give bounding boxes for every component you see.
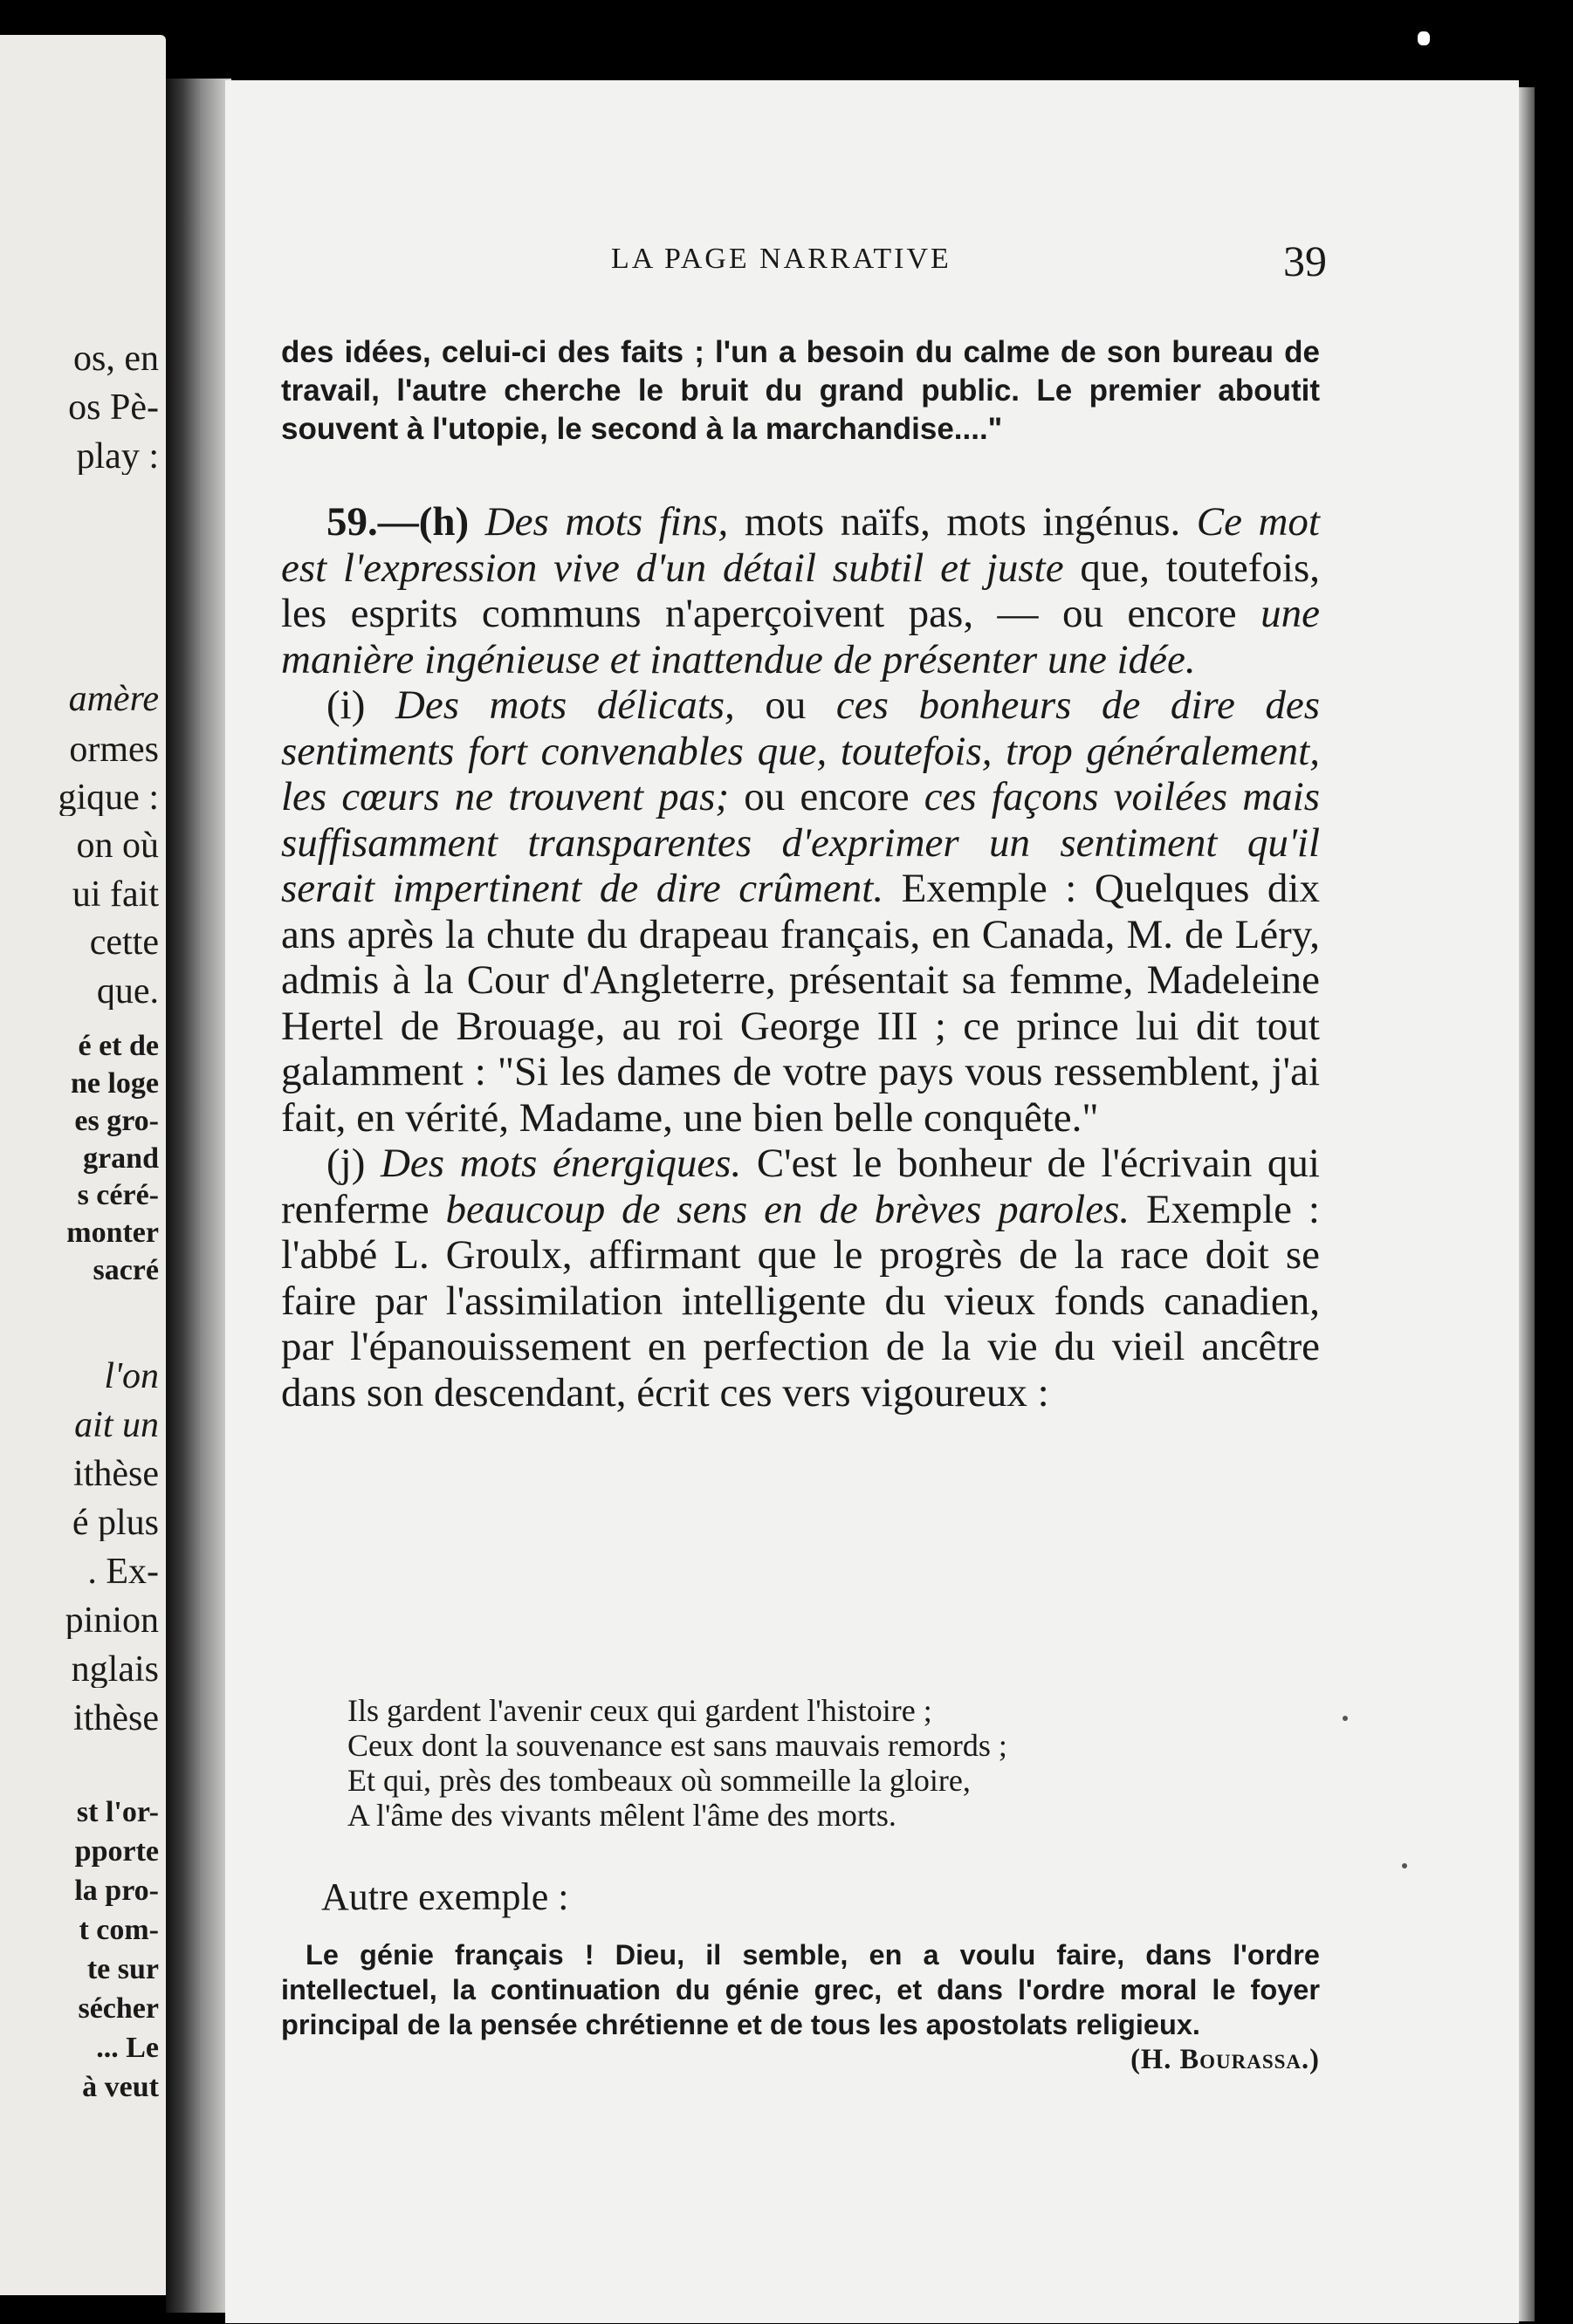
running-title: LA PAGE NARRATIVE xyxy=(611,243,951,275)
left-page-line: on où xyxy=(76,827,159,864)
left-page-line: cette xyxy=(89,924,159,961)
left-page-line: ait un xyxy=(74,1407,159,1443)
left-page-line: é plus xyxy=(72,1505,159,1541)
book-gutter xyxy=(166,79,231,2313)
left-page-line: pinion xyxy=(65,1602,159,1639)
left-page-line: monter xyxy=(66,1218,159,1248)
quotation-text xyxy=(281,1937,1320,2075)
left-page-line: os, en xyxy=(73,340,159,377)
left-page-line: nglais xyxy=(71,1651,159,1688)
left-page-line: . Ex- xyxy=(87,1553,159,1590)
page-edge xyxy=(1519,87,1535,2321)
left-page-line: ormes xyxy=(69,731,159,768)
text-run: que, toutefois, les esprits communs n'aperçoivent pas, — ou encore xyxy=(281,545,1320,636)
left-page-line: st l'or- xyxy=(76,1798,159,1827)
left-page-line: la pro- xyxy=(74,1876,159,1906)
text-run: Exemple : l'abbé L. Groulx, affirmant que le progrès de la race doit se faire par l'assimilation intelligente du vieux fonds canadien, par l'épanouissement en perfection de la vie du vieil ancêtre dans son descendant, écrit ces vers vigoureux : xyxy=(281,1186,1320,1416)
left-page-line: s céré- xyxy=(77,1181,159,1210)
attribution-close: .) xyxy=(1302,2044,1320,2075)
left-page-line: ne loge xyxy=(70,1069,159,1099)
left-page-line: play : xyxy=(76,438,159,475)
definition-italic: Ce mot est l'expression vive d'un détail subtil et juste xyxy=(281,499,1320,591)
main-text xyxy=(281,499,1320,1416)
poem-line: Et qui, près des tombeaux où sommeille la gloire, xyxy=(347,1763,971,1798)
left-page-line: ithèse xyxy=(73,1700,159,1737)
scan-speck xyxy=(1402,1863,1407,1868)
poem-line: Ceux dont la souvenance est sans mauvais remords ; xyxy=(347,1728,1007,1763)
left-page-line: é et de xyxy=(78,1032,159,1061)
continuation-paragraph: des idées, celui-ci des faits ; l'un a besoin du calme de son bureau de travail, l'autre cherche le bruit du grand public. Le premier aboutit souvent à l'utopie, le second à la marchandise...." xyxy=(281,335,1320,446)
poem-line: A l'âme des vivants mêlent l'âme des morts. xyxy=(347,1798,896,1833)
left-page-line: ui fait xyxy=(72,876,159,913)
left-page-line: sacré xyxy=(93,1256,159,1285)
text-run: ou encore xyxy=(729,774,924,819)
definition-italic: une manière ingénieuse et inattendue de présenter une idée. xyxy=(281,591,1320,682)
left-page-line: te sur xyxy=(86,1955,159,1985)
term-italic: Des mots énergiques. xyxy=(380,1141,742,1186)
left-page-line: es gro- xyxy=(74,1107,159,1136)
attribution xyxy=(1106,2042,1320,2077)
other-example-label: Autre exemple : xyxy=(321,1875,569,1918)
term-italic: Des mots délicats, xyxy=(395,682,735,728)
poem xyxy=(347,1693,1386,1833)
left-page-line: grand xyxy=(83,1144,159,1174)
left-page-line: ... Le xyxy=(96,2033,159,2063)
poem-line: Ils gardent l'avenir ceux qui gardent l'histoire ; xyxy=(347,1693,932,1728)
term-italic: Des mots fins, xyxy=(484,499,729,545)
left-page-line: à veut xyxy=(82,2073,159,2102)
left-page-line: os Pè- xyxy=(68,389,159,426)
paragraph-number: 59.—(h) xyxy=(326,499,485,545)
paragraph-number: (i) xyxy=(326,682,395,728)
left-page-line: amère xyxy=(68,681,159,717)
quotation-body: Le génie français ! Dieu, il semble, en a voulu faire, dans l'ordre intellectuel, la continuation du génie grec, et dans l'ordre moral le foyer principal de la pensée chrétienne et de tous les apostolats religieux. xyxy=(281,1939,1320,2040)
page-number: 39 xyxy=(1283,237,1327,285)
quotation xyxy=(281,1937,1320,2077)
paragraph-j xyxy=(281,1141,1320,1416)
running-header xyxy=(611,237,1327,285)
attribution-name: Bourassa xyxy=(1179,2044,1302,2075)
left-page-line: que. xyxy=(96,973,159,1010)
left-page-line: sécher xyxy=(78,1994,159,2024)
attribution-open: (H. xyxy=(1130,2044,1180,2075)
definition-italic: ces bonheurs de dire des sentiments fort convenables que, toutefois, trop généralement, les cœurs ne trouvent pas; xyxy=(281,682,1320,819)
scan-speck xyxy=(1418,31,1430,45)
paragraph-i xyxy=(281,682,1320,1141)
text-run: ou xyxy=(734,682,836,728)
paragraph-h xyxy=(281,499,1320,682)
text-run: C'est le bonheur de l'écrivain qui renferme xyxy=(281,1141,1320,1232)
text-run: Exemple : Quelques dix ans après la chute du drapeau français, en Canada, M. de Léry, admis à la Cour d'Angleterre, présentait sa femme, Madeleine Hertel de Brouage, au roi George III ; ce prince lui dit tout galamment : "Si les dames de votre pays vous ressemblent, j'ai fait, en vérité, Madame, une bien belle conquête." xyxy=(281,866,1320,1141)
definition-italic: beaucoup de sens en de brèves paroles. xyxy=(445,1186,1130,1232)
left-page-line: l'on xyxy=(104,1358,159,1395)
left-page-line: pporte xyxy=(74,1837,159,1867)
left-page-line: gique : xyxy=(58,779,159,816)
left-page-fragment xyxy=(0,35,166,2295)
definition-italic: ces façons voilées mais suffisamment transparentes d'exprimer un sentiment qu'il serait impertinent de dire crûment. xyxy=(281,774,1321,911)
text-run: mots naïfs, mots ingénus. xyxy=(728,499,1197,545)
left-page-line: t com- xyxy=(79,1916,159,1945)
left-page-line: ithèse xyxy=(73,1456,159,1492)
paragraph-number: (j) xyxy=(326,1141,381,1186)
